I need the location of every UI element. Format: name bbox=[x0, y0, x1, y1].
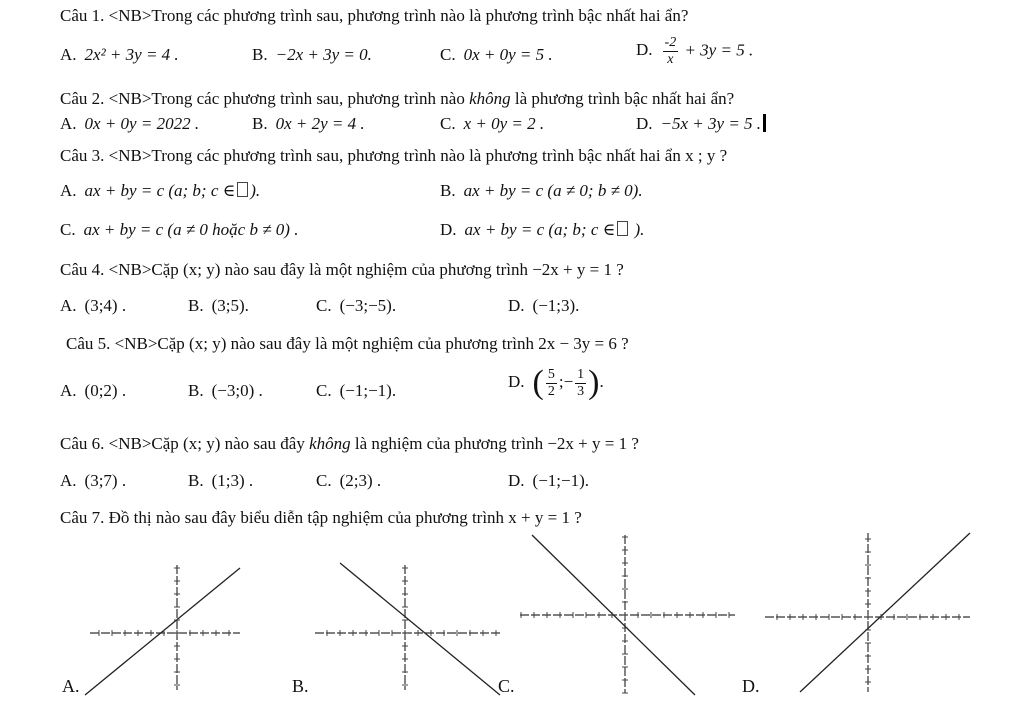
q6-option-d[interactable] bbox=[508, 471, 589, 491]
q3-option-c[interactable] bbox=[60, 220, 298, 240]
option-text: ax + by = c (a; b; c ∈ bbox=[464, 220, 616, 239]
option-text: 0x + 0y = 2022 . bbox=[84, 114, 200, 133]
option-text: (−3;0) . bbox=[211, 381, 263, 400]
option-text: x + 0y = 2 . bbox=[463, 114, 545, 133]
q3-title: Câu 3. <NB>Trong các phương trình sau, phương trình nào là phương trình bậc nhất hai ẩn x ; y ? bbox=[60, 146, 728, 165]
graph-a-label: A. bbox=[62, 676, 80, 696]
q6-title: Câu 6. <NB>Cặp (x; y) nào sau đây không là nghiệm của phương trình −2x + y = 1 ? bbox=[60, 434, 639, 453]
option-label: B. bbox=[440, 181, 456, 200]
option-label: D. bbox=[636, 114, 653, 133]
q2-option-a[interactable] bbox=[60, 114, 199, 134]
option-text: ax + by = c (a ≠ 0 hoặc b ≠ 0) . bbox=[83, 220, 299, 239]
graph-c-label: C. bbox=[498, 676, 515, 696]
option-label: D. bbox=[508, 371, 525, 391]
q3-option-b[interactable] bbox=[440, 181, 643, 201]
option-label: B. bbox=[188, 381, 204, 400]
option-text: (2;3) . bbox=[339, 471, 382, 490]
q3-option-d[interactable]: D. ax + by = c (a; b; c ∈ ). bbox=[440, 220, 645, 239]
option-text: −2x + 3y = 0. bbox=[275, 45, 372, 64]
q3-option-a[interactable]: A. ax + by = c (a; b; c ∈ ). bbox=[60, 181, 261, 200]
option-label: C. bbox=[440, 45, 456, 64]
option-label: B. bbox=[188, 471, 204, 490]
fraction: $\frac{1}{3}$ bbox=[577, 366, 585, 399]
option-text: (−3;−5). bbox=[339, 296, 397, 315]
option-label: D. bbox=[440, 220, 457, 239]
option-label: C. bbox=[316, 381, 332, 400]
missing-glyph-box bbox=[237, 182, 248, 197]
q5-option-c[interactable] bbox=[316, 381, 396, 401]
q6-option-a[interactable] bbox=[60, 471, 126, 491]
option-label: C. bbox=[60, 220, 76, 239]
q1-option-a[interactable] bbox=[60, 45, 179, 65]
graph-d[interactable] bbox=[765, 530, 975, 695]
q5-option-b[interactable] bbox=[188, 381, 263, 401]
graph-c[interactable] bbox=[520, 535, 735, 695]
q2-option-b[interactable] bbox=[252, 114, 365, 134]
q7-title: Câu 7. Đồ thị nào sau đây biểu diễn tập nghiệm của phương trình x + y = 1 ? bbox=[60, 508, 582, 527]
q5-title: Câu 5. <NB>Cặp (x; y) nào sau đây là một nghiệm của phương trình 2x − 3y = 6 ? bbox=[66, 334, 629, 353]
option-text: (−1;−1). bbox=[339, 381, 397, 400]
option-label: B. bbox=[188, 296, 204, 315]
option-text: ax + by = c (a ≠ 0; b ≠ 0). bbox=[463, 181, 643, 200]
graph-d-label: D. bbox=[742, 676, 760, 696]
option-text: (3;5). bbox=[211, 296, 249, 315]
option-text: + 3y = 5 . bbox=[684, 40, 754, 60]
q2-option-d[interactable] bbox=[636, 114, 766, 134]
option-text: 0x + 2y = 4 . bbox=[275, 114, 365, 133]
option-text: (3;4) . bbox=[84, 296, 127, 315]
option-label: B. bbox=[252, 114, 268, 133]
option-text: (−1;3). bbox=[532, 296, 580, 315]
missing-glyph-box bbox=[617, 221, 628, 236]
q4-option-a[interactable] bbox=[60, 296, 126, 316]
q4-option-d[interactable] bbox=[508, 296, 579, 316]
q6-option-b[interactable] bbox=[188, 471, 253, 491]
option-label: B. bbox=[252, 45, 268, 64]
q1-title: Câu 1. <NB>Trong các phương trình sau, phương trình nào là phương trình bậc nhất hai ẩn? bbox=[60, 6, 689, 25]
option-label: A. bbox=[60, 114, 77, 133]
option-label: A. bbox=[60, 471, 77, 490]
option-label: C. bbox=[316, 471, 332, 490]
fraction: $\frac{-2}{x}$ bbox=[664, 35, 677, 67]
q5-option-d[interactable]: D. ( $\frac{5}{2}$ ;− $\frac{1}{3}$ ). bbox=[508, 364, 604, 401]
option-text: (−1;−1). bbox=[532, 471, 590, 490]
option-text: 2x² + 3y = 4 . bbox=[84, 45, 179, 64]
option-label: C. bbox=[440, 114, 456, 133]
graph-b[interactable] bbox=[315, 560, 505, 695]
fraction: $\frac{5}{2}$ bbox=[547, 366, 555, 399]
q6-option-c[interactable] bbox=[316, 471, 381, 491]
text-cursor bbox=[763, 114, 766, 132]
option-label: A. bbox=[60, 381, 77, 400]
q4-option-b[interactable] bbox=[188, 296, 249, 316]
q1-option-b[interactable] bbox=[252, 45, 372, 65]
q5-option-a[interactable] bbox=[60, 381, 126, 401]
q1-option-c[interactable] bbox=[440, 45, 553, 65]
option-label: D. bbox=[636, 40, 653, 60]
option-text: ax + by = c (a; b; c ∈ bbox=[84, 181, 236, 200]
option-text: (1;3) . bbox=[211, 471, 254, 490]
q1-option-d[interactable] bbox=[636, 36, 753, 67]
option-text: 0x + 0y = 5 . bbox=[463, 45, 553, 64]
graph-a[interactable] bbox=[85, 560, 245, 695]
option-label: A. bbox=[60, 296, 77, 315]
option-text: (0;2) . bbox=[84, 381, 127, 400]
q2-option-c[interactable] bbox=[440, 114, 544, 134]
option-label: A. bbox=[60, 45, 77, 64]
option-label: D. bbox=[508, 471, 525, 490]
q4-title: Câu 4. <NB>Cặp (x; y) nào sau đây là một nghiệm của phương trình −2x + y = 1 ? bbox=[60, 260, 624, 279]
option-label: C. bbox=[316, 296, 332, 315]
q2-title: Câu 2. <NB>Trong các phương trình sau, phương trình nào không là phương trình bậc nhất hai ẩn? bbox=[60, 89, 735, 108]
q4-option-c[interactable] bbox=[316, 296, 396, 316]
option-text: (3;7) . bbox=[84, 471, 127, 490]
option-label: D. bbox=[508, 296, 525, 315]
option-label: A. bbox=[60, 181, 77, 200]
option-text: −5x + 3y = 5 . bbox=[660, 114, 762, 133]
graph-b-label: B. bbox=[292, 676, 309, 696]
